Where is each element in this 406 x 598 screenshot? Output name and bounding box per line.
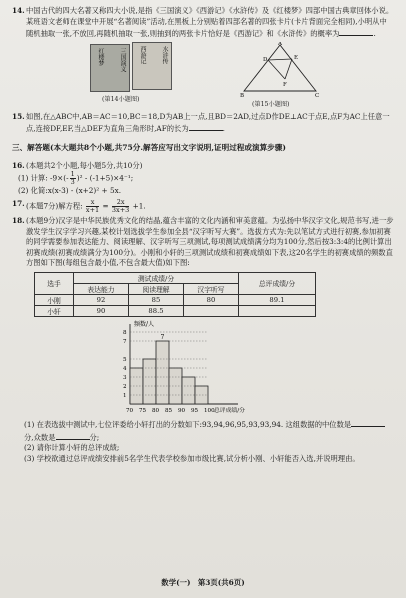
table-row: 小轩 90 88.5 [35, 305, 316, 316]
table-header: 总评成绩/分 [239, 272, 316, 294]
triangle-diagram [240, 42, 320, 98]
x-tick-label: 70 [126, 407, 134, 414]
question-16 [12, 161, 394, 172]
sub-question: (3) 学校欲通过总评成绩安排前5名学生代表学校参加市级比赛,试分析小刚、小轩能否入选,并说明理由。 [24, 453, 360, 463]
y-tick-label: 2 [123, 383, 127, 390]
figure-caption: (第15小题图) [252, 100, 290, 108]
x-axis-label: 总评成绩/分 [214, 407, 245, 414]
svg-text:D: D [263, 56, 268, 63]
page-footer: 数学(一) 第3页(共6页) [161, 578, 245, 587]
question-14 [12, 6, 394, 40]
sub-question: (2) 化简:x(x-3) - (x+2)² + 5x. [18, 186, 122, 196]
question-text: (本题7分)解方程: $\frac{x}{x+1}$ = $\frac{2x}{3x+3}$ +1. [26, 197, 146, 214]
question-intro: (本题共2个小题,每小题5分,共10分) [26, 160, 143, 170]
answer-blank[interactable] [339, 27, 373, 36]
svg-text:B: B [240, 92, 245, 98]
score-table [34, 272, 316, 317]
question-number: 16. [12, 160, 25, 170]
x-tick-label: 90 [178, 407, 186, 414]
sub-question: (2) 请你计算小轩的总评成绩; [24, 443, 120, 453]
section-heading: 三、解答题(本大题共8个小题,共75分.解答应写出文字说明,证明过程或演算步骤) [12, 142, 286, 152]
histogram-bar [182, 377, 195, 404]
sub-question: (1) 在表选拔中测试中,七位评委给小轩打出的分数如下:93,94,96,95,93,93,94. 这组数据的中位数是分,众数是 分; [12, 418, 394, 443]
histogram-container [12, 318, 394, 418]
y-tick-label: 3 [123, 374, 127, 381]
answer-blank[interactable] [56, 431, 90, 440]
question-15 [12, 112, 394, 135]
x-tick-label: 80 [152, 407, 160, 414]
question-number: 15. [12, 111, 25, 121]
question-number: 17. [12, 198, 25, 208]
figure-row [12, 42, 394, 108]
y-tick-label: 7 [123, 338, 127, 345]
figure-caption: (第14小题图) [102, 95, 140, 103]
question-text: 中国古代的四大名著又称四大小说,是指《三国演义》《西游记》《水浒传》及《红楼梦》四部中国古典章回体小说。某班语文老师在课堂中开展“名著阅读”活动,在黑板上分别贴着四部名著的四张卡片(卡片背面完全相同),小明从中随机抽取一张,不放回,再随机抽取一张,则抽到的两张卡片恰好是《西游记》和《水浒传》的概率为 . [26, 6, 394, 39]
question-text: 如图,在△ABC中,AB＝AC＝10,BC＝18,D为AB上一点,且BD＝2AD,过点D作DE⊥AC于点E,点F为AC上任意一点,连接DF,EF,当△DEF为直角三角形时,AF的长为 . [26, 111, 390, 134]
x-tick-label: 85 [165, 407, 173, 414]
table-header: 表达能力 [74, 283, 129, 294]
question-text: (本题9分)汉字是中华民族优秀文化的结晶,蕴含丰富的文化内涵和审美意蕴。为弘扬中华汉字文化,规范书写,进一步激发学生汉字学习兴趣,某校计划选拔学生参加全县“汉字听写大赛”。选拔方式为:先以笔试方式进行初赛,参加初赛的同学需要参加表达能力、阅读理解、汉字听写三项测试,每项测试成绩满分均为100分,然后按3:3:4的比例计算出初赛成绩(初赛成绩满分为100分)。小刚和小轩的三项测试成绩和初赛成绩如下表,这20名学生的初赛成绩的频数直方图如下图(每组包含最小值,不包含最大值)如下图: [26, 215, 394, 268]
answer-blank[interactable] [351, 418, 385, 427]
table-header: 阅读理解 [129, 283, 184, 294]
y-tick-label: 4 [123, 365, 127, 372]
y-tick-label: 5 [123, 356, 127, 363]
answer-blank[interactable] [189, 122, 223, 131]
book-card: 西游记 水浒传 [132, 42, 172, 90]
table-header: 测试成绩/分 [74, 272, 239, 283]
svg-text:F: F [283, 81, 287, 88]
table-row: 小刚 92 85 80 89.1 [35, 294, 316, 305]
x-tick-label: 75 [139, 407, 147, 414]
sub-question: (1) 计算: -9×(- $\frac{1}{3}$ )² - (-1+5)×4⁻¹; [18, 170, 134, 187]
question-number: 18. [12, 215, 25, 225]
x-tick-label: 100 [204, 407, 215, 414]
frequency-histogram [12, 318, 394, 418]
y-tick-label: 1 [123, 392, 127, 399]
y-axis-label: 频数/人 [134, 320, 155, 328]
histogram-bar [156, 341, 169, 404]
table-header: 汉字听写 [184, 283, 239, 294]
question-17 [12, 199, 394, 214]
svg-text:C: C [315, 92, 320, 98]
figure-15 [240, 41, 320, 108]
question-number: 14. [12, 6, 25, 15]
y-tick-label: 8 [123, 329, 127, 336]
book-card: 红楼梦 三国演义 [90, 44, 130, 92]
x-tick-label: 95 [191, 407, 199, 414]
svg-text:A: A [278, 41, 282, 47]
bar-label: 7 [160, 333, 165, 341]
histogram-bar [143, 359, 156, 404]
table-header: 选手 [35, 272, 74, 294]
question-18 [12, 216, 394, 269]
svg-text:E: E [294, 54, 299, 61]
figure-14 [90, 42, 172, 103]
